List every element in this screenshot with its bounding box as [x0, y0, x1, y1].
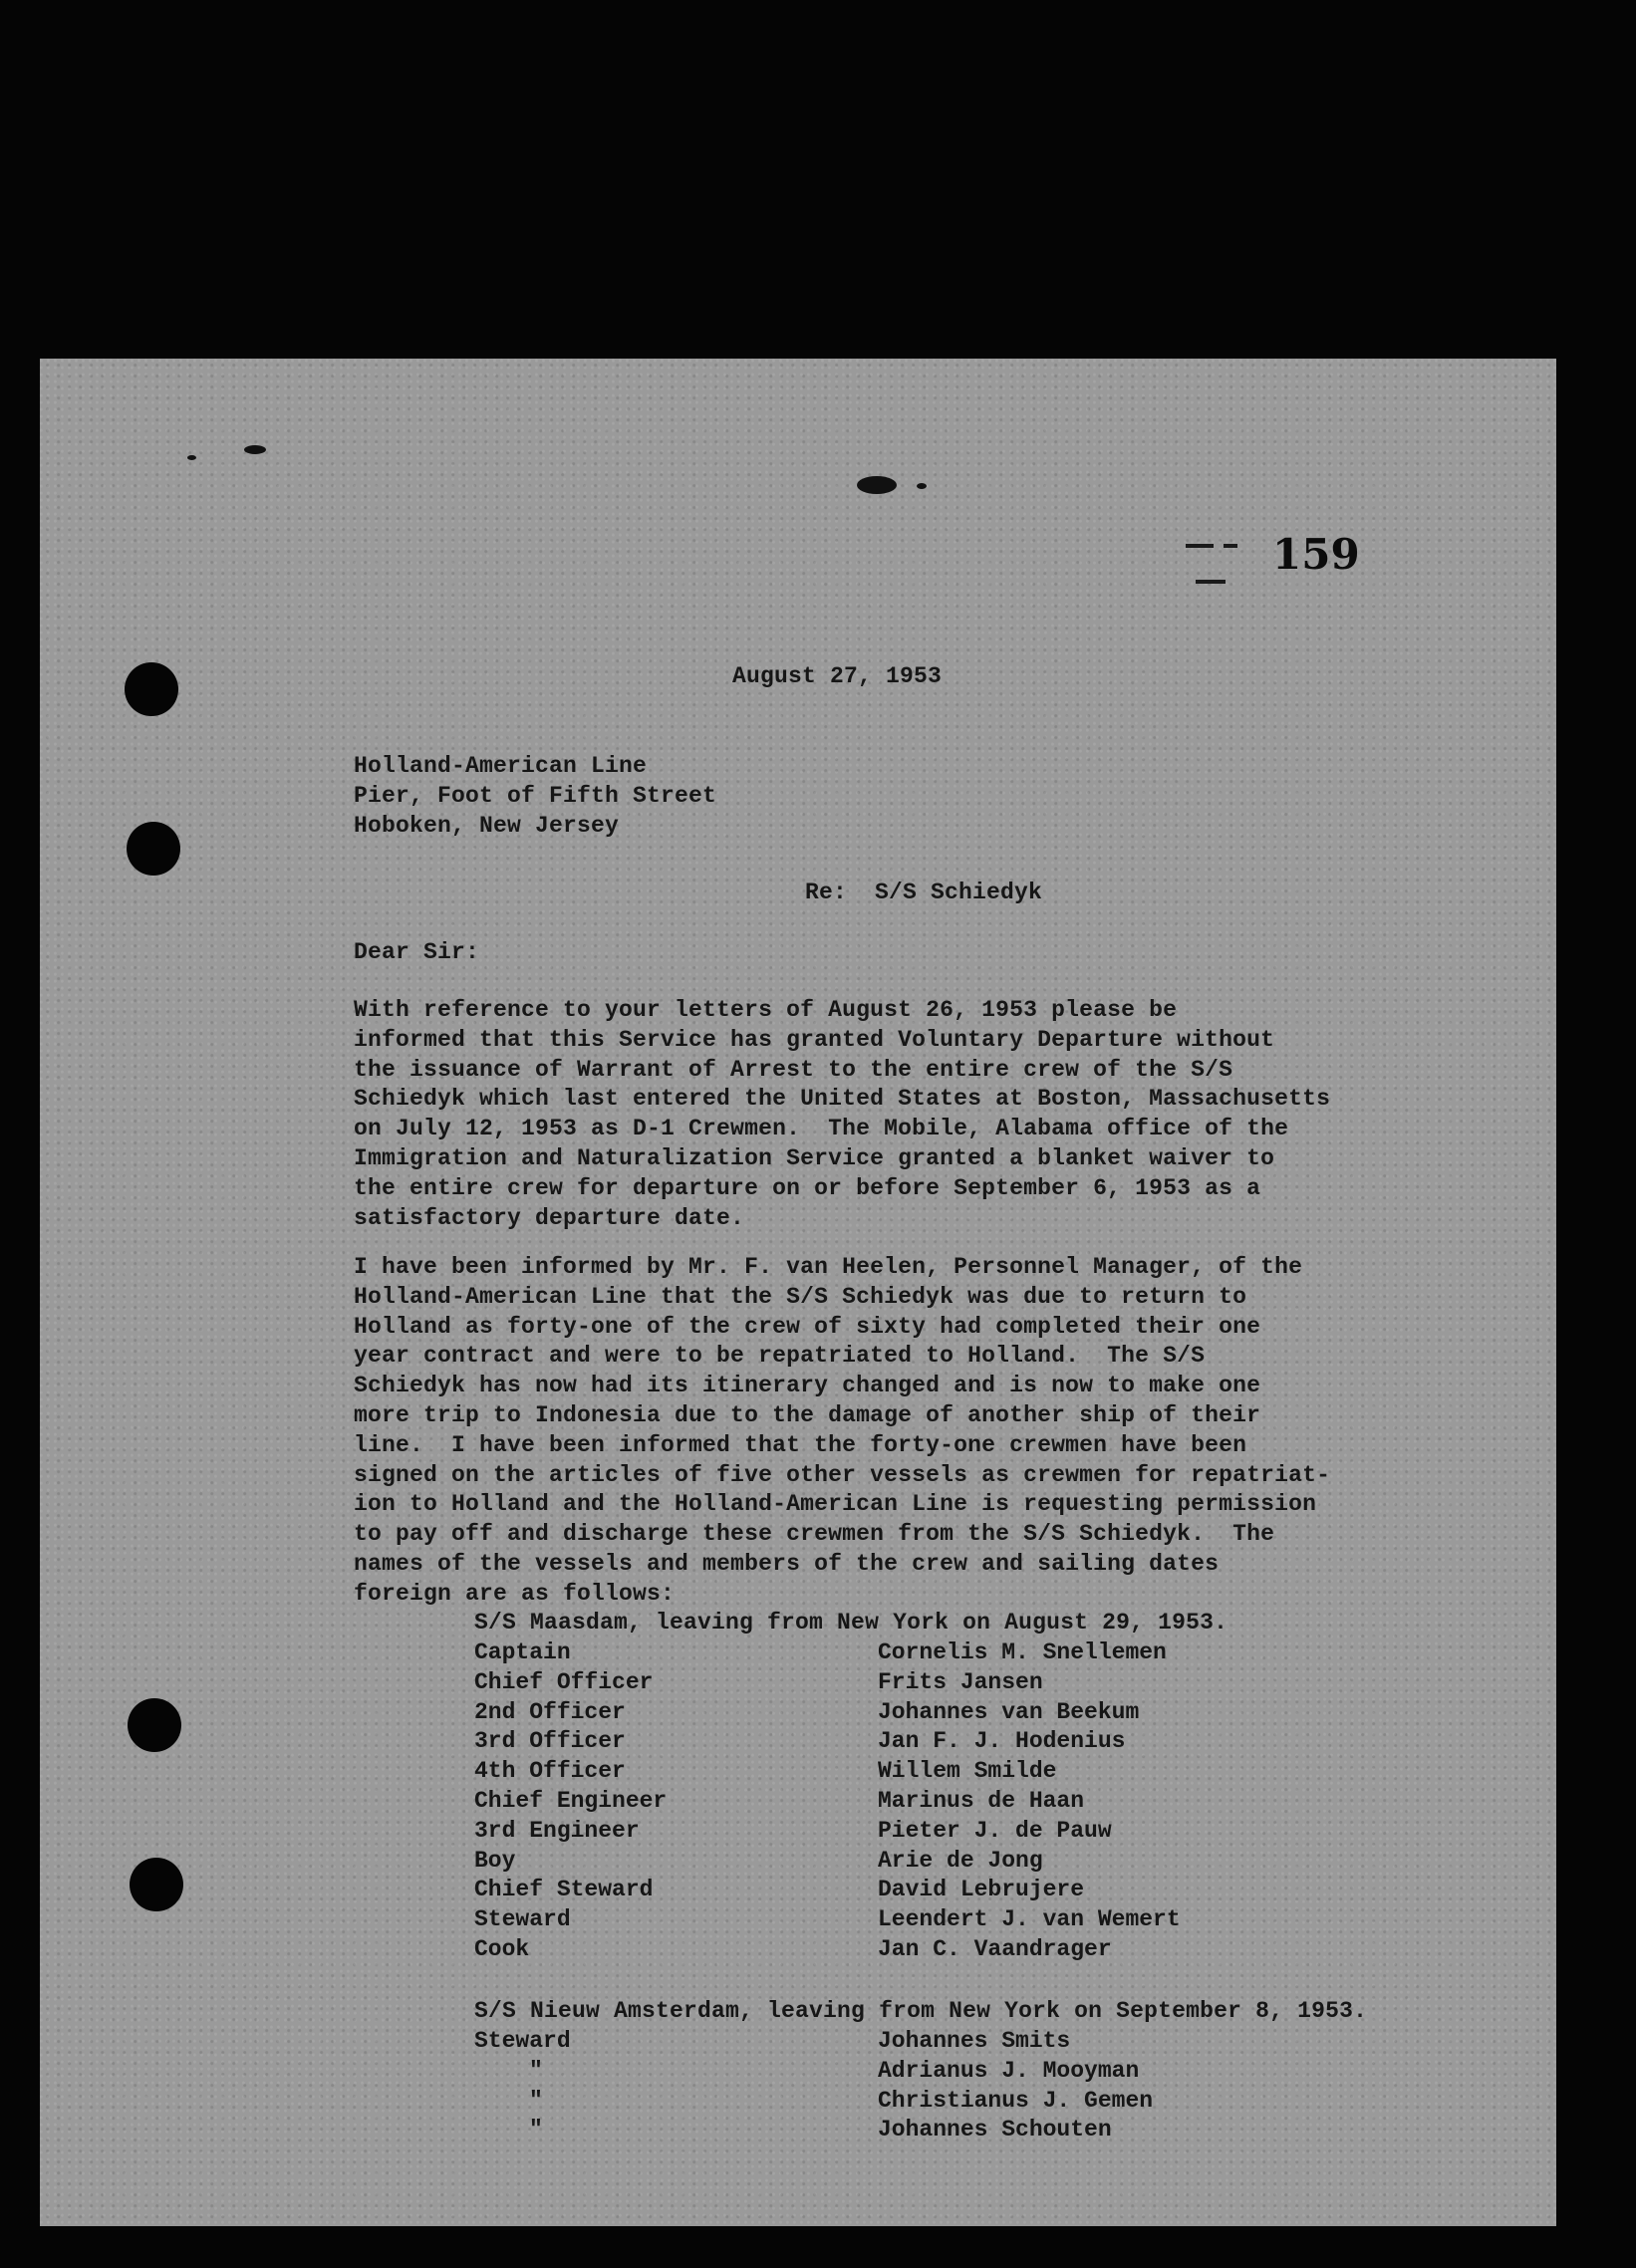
crew-rank: Steward [474, 2028, 571, 2054]
crew-name: Arie de Jong [878, 1847, 1043, 1874]
paragraph-line: With reference to your letters of August 26, 1953 please be [354, 997, 1178, 1023]
punch-hole [128, 1698, 181, 1752]
crew-name: Cornelis M. Snellemen [878, 1639, 1167, 1665]
paragraph-line: names of the vessels and members of the crew and sailing dates [354, 1551, 1220, 1577]
address-line: Holland-American Line [354, 753, 648, 779]
crew-name: David Lebrujere [878, 1877, 1085, 1903]
paragraph-line: I have been informed by Mr. F. van Heelen, Personnel Manager, of the [354, 1254, 1303, 1280]
paragraph-line: on July 12, 1953 as D-1 Crewmen. The Mobile, Alabama office of the [354, 1116, 1289, 1142]
punch-hole [127, 822, 180, 876]
crew-name: Johannes Smits [878, 2028, 1071, 2054]
page-number: 159 [1272, 530, 1360, 579]
paragraph-line: the issuance of Warrant of Arrest to the entire crew of the S/S [354, 1056, 1233, 1083]
address-line: Hoboken, New Jersey [354, 813, 620, 839]
crew-rank: Chief Engineer [474, 1788, 668, 1814]
document-page [40, 359, 1556, 2226]
crew-name: Frits Jansen [878, 1668, 1043, 1695]
crew-rank: 3rd Engineer [474, 1817, 640, 1844]
speck-mark [244, 445, 266, 454]
paragraph-line: ion to Holland and the Holland-American Line is requesting permission [354, 1491, 1317, 1518]
crew-rank: " [529, 2087, 543, 2114]
vessel-heading: S/S Maasdam, leaving from New York on August 29, 1953. [474, 1610, 1228, 1636]
crew-rank: 3rd Officer [474, 1728, 626, 1755]
paragraph-line: year contract and were to be repatriated to Holland. The S/S [354, 1343, 1206, 1370]
paragraph-line: the entire crew for departure on or before September 6, 1953 as a [354, 1174, 1261, 1201]
crew-name: Johannes Schouten [878, 2117, 1112, 2143]
paragraph-line: to pay off and discharge these crewmen from the S/S Schiedyk. The [354, 1521, 1275, 1548]
speck-mark [187, 455, 196, 460]
salutation: Dear Sir: [354, 939, 480, 965]
paragraph-line: Holland as forty-one of the crew of sixty had completed their one [354, 1313, 1261, 1340]
crew-rank: Chief Steward [474, 1877, 654, 1903]
paragraph-line: foreign are as follows: [354, 1580, 676, 1607]
letter-date: August 27, 1953 [732, 663, 943, 689]
paragraph-line: informed that this Service has granted Voluntary Departure without [354, 1026, 1275, 1053]
margin-dash [1186, 544, 1214, 548]
subject-line: Re: S/S Schiedyk [805, 880, 1043, 905]
crew-name: Christianus J. Gemen [878, 2087, 1154, 2114]
address-line: Pier, Foot of Fifth Street [354, 783, 717, 809]
crew-rank: 2nd Officer [474, 1698, 626, 1725]
paragraph-line: Schiedyk has now had its itinerary changed and is now to make one [354, 1373, 1261, 1399]
crew-rank: Cook [474, 1936, 530, 1962]
crew-rank: " [529, 2057, 543, 2084]
vessel-heading: S/S Nieuw Amsterdam, leaving from New York on September 8, 1953. [474, 1998, 1368, 2024]
speck-mark [857, 476, 897, 494]
punch-hole [130, 1858, 183, 1911]
paragraph-line: satisfactory departure date. [354, 1204, 745, 1231]
margin-dash [1196, 580, 1226, 584]
paragraph-line: more trip to Indonesia due to the damage of another ship of their [354, 1402, 1261, 1428]
crew-name: Jan C. Vaandrager [878, 1936, 1112, 1962]
crew-name: Marinus de Haan [878, 1788, 1085, 1814]
crew-name: Leendert J. van Wemert [878, 1906, 1181, 1933]
paragraph-line: Schiedyk which last entered the United States at Boston, Massachusetts [354, 1086, 1331, 1113]
crew-name: Johannes van Beekum [878, 1698, 1140, 1725]
crew-rank: Boy [474, 1847, 516, 1874]
crew-name: Pieter J. de Pauw [878, 1817, 1112, 1844]
crew-rank: Chief Officer [474, 1668, 654, 1695]
crew-name: Adrianus J. Mooyman [878, 2057, 1140, 2084]
crew-rank: " [529, 2117, 543, 2143]
margin-dash [1224, 544, 1237, 548]
paragraph-line: line. I have been informed that the forty-one crewmen have been [354, 1431, 1247, 1458]
paragraph-line: Immigration and Naturalization Service granted a blanket waiver to [354, 1145, 1275, 1171]
crew-rank: Captain [474, 1639, 571, 1665]
crew-rank: Steward [474, 1906, 571, 1933]
crew-rank: 4th Officer [474, 1758, 626, 1785]
crew-name: Jan F. J. Hodenius [878, 1728, 1126, 1755]
speck-mark [917, 483, 927, 489]
punch-hole [125, 662, 178, 716]
paragraph-line: signed on the articles of five other vessels as crewmen for repatriat- [354, 1461, 1331, 1488]
paragraph-line: Holland-American Line that the S/S Schiedyk was due to return to [354, 1283, 1247, 1310]
crew-name: Willem Smilde [878, 1758, 1057, 1785]
